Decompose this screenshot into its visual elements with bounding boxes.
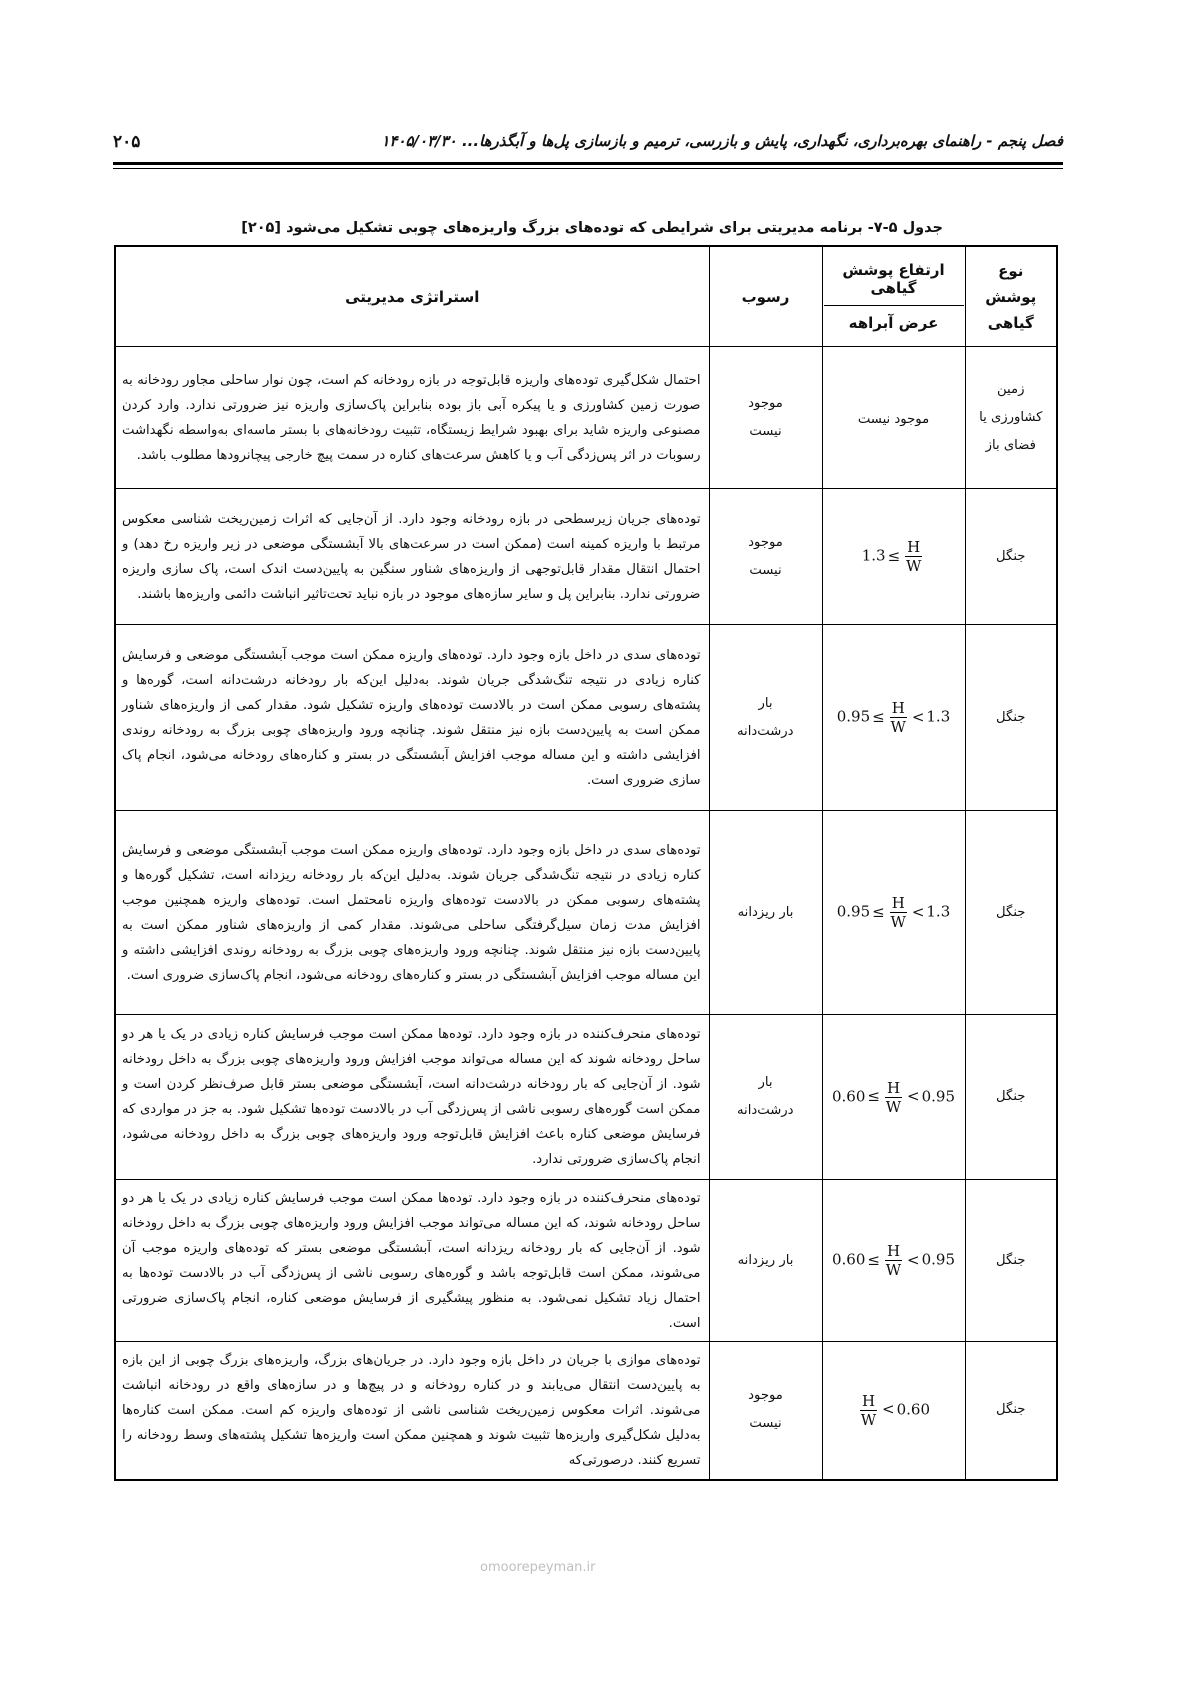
table-row	[115, 625, 1057, 811]
header-strategy: استراتژی مدیریتی	[115, 246, 709, 347]
ratio-operator: ≤	[867, 1087, 880, 1105]
cell-strategy: توده‌های منحرف‌کننده در بازه وجود دارد. توده‌ها ممکن است موجب فرسایش کناره زیادی در یک یا هر دو ساحل رودخانه شوند، که این مساله می‌تواند موجب افزایش ورود واریزه‌های چوبی بزرگ به داخل رودخانه شود. از آن‌جایی که بار رودخانه ریزدانه است، آبشستگی موضعی بستر که توده‌های واریزه موجب آن می‌شوند، ممکن است قابل‌توجه باشد و گوره‌های رسوبی ناشی از پس‌زدگی آب در بالادست توده‌ها به احتمال زیاد تشکیل نمی‌شود. به منظور پیشگیری از فرسایش موضعی کناره، انجام پاک‌سازی ضرورتی است.	[115, 1180, 709, 1342]
header-rule-thin	[113, 168, 1063, 169]
cell-cover-type: جنگل	[965, 1342, 1057, 1480]
fraction-numerator: H	[891, 894, 905, 912]
fraction-numerator: H	[886, 1242, 901, 1260]
table-header-row	[115, 246, 1057, 347]
cell-sediment: بار درشت‌دانه	[709, 625, 822, 811]
table-row	[115, 347, 1057, 489]
header-sediment: رسوب	[709, 246, 822, 347]
fraction-numerator: H	[907, 538, 921, 556]
cell-cover-type: جنگل	[965, 625, 1057, 811]
header-ratio-numerator: ارتفاع پوشش گیاهی	[824, 261, 964, 306]
management-table	[114, 245, 1058, 1481]
cell-ratio	[822, 347, 965, 489]
h-over-w-fraction	[885, 1079, 902, 1116]
ratio-lower-bound: 1.3	[861, 546, 886, 565]
fraction-denominator: W	[885, 1097, 902, 1116]
cell-strategy: توده‌های موازی با جریان در داخل بازه وجود دارد. در جریان‌های بزرگ، واریزه‌های بزرگ چوبی از این بازه به پایین‌دست انتقال می‌یابند و در کناره رودخانه و در پیچ‌ها و در سازه‌های واقع در رودخانه انباشت می‌شوند. اثرات معکوس زمین‌ریخت شناسی ناشی از توده‌های واریزه کم است. ممکن است کناره‌ها به‌دلیل شکل‌گیری واریزه‌ها تثبیت شوند و همچنین ممکن است واریزه‌ها تشکیل پشته‌های وسط رودخانه را تسریع کنند. درصورتی‌که	[115, 1342, 709, 1480]
ratio-upper-bound: 0.95	[921, 1250, 956, 1269]
cell-sediment: بار ریزدانه	[709, 811, 822, 1015]
header-ratio-denominator: عرض آبراهه	[848, 314, 939, 332]
header-rule	[113, 162, 1063, 165]
header-ratio	[822, 246, 965, 347]
ratio-upper-bound: 0.95	[921, 1087, 956, 1105]
cell-cover-type: جنگل	[965, 1015, 1057, 1180]
cell-ratio	[822, 811, 965, 1015]
cell-strategy: توده‌های سدی در داخل بازه وجود دارد. توده‌های واریزه ممکن است موجب آبشستگی موضعی و فرسایش کناره زیادی در نتیجه تنگ‌شدگی جریان شوند. به‌دلیل این‌که بار رودخانه ریزدانه است، تشکیل گوره‌ها و پشته‌های رسوبی ممکن در بالادست توده‌های واریزه نامحتمل است. توده‌های واریزه همچنین موجب افزایش مدت زمان سیل‌گرفتگی ساحلی می‌شوند. مقدار کمی از واریزه‌های شناور ممکن است به پایین‌دست بازه نیز منتقل شوند. چنانچه ورود واریزه‌های چوبی بزرگ به رودخانه روندی افزایشی داشته و این مساله موجب افزایش آبشستگی در بستر و کناره‌های رودخانه می‌شود، انجام پاک‌سازی ضروری است.	[115, 811, 709, 1015]
cell-sediment: بار درشت‌دانه	[709, 1015, 822, 1180]
table-row	[115, 1015, 1057, 1180]
ratio-operator: <	[907, 1087, 920, 1105]
cell-sediment: موجود نیست	[709, 1342, 822, 1480]
fraction-denominator: W	[860, 1410, 877, 1429]
cell-strategy: توده‌های جریان زیرسطحی در بازه رودخانه وجود دارد. از آن‌جایی که اثرات زمین‌ریخت شناسی معکوس مرتبط با واریزه کمینه است (ممکن است در سرعت‌های بالا آبشستگی موضعی در زیر واریزه رخ دهد) و احتمال انتقال مقدار قابل‌توجهی از واریزه‌های شناور سنگین به پایین‌دست اندک است، پاک سازی واریزه ضرورتی ندارد. بنابراین پل و سایر سازه‌های موجود در بازه نباید تحت‌تاثیر انباشت دائمی واریزه‌ها باشند.	[115, 489, 709, 625]
h-over-w-fraction	[860, 1392, 877, 1429]
running-title: فصل پنجم - راهنمای بهره‌برداری، نگهداری، پایش و بازرسی، ترمیم و بازسازی پل‌ها و آبگذرها... ۱۴۰۵/۰۳/۳۰	[381, 132, 1063, 150]
cell-ratio	[822, 489, 965, 625]
fraction-denominator: W	[890, 913, 906, 931]
cell-ratio	[822, 1180, 965, 1342]
table-row	[115, 1180, 1057, 1342]
ratio-operator: ≤	[867, 1250, 880, 1269]
cell-strategy: توده‌های منحرف‌کننده در بازه وجود دارد. توده‌ها ممکن است موجب فرسایش کناره زیادی در یک یا هر دو ساحل رودخانه شوند که این مساله می‌تواند موجب افزایش ورود واریزه‌های چوبی بزرگ به داخل رودخانه شود. از آن‌جایی که بار رودخانه درشت‌دانه است، آبشستگی موضعی بستر قابل صرف‌نظر کردن است و ممکن است گوره‌های رسوبی ناشی از پس‌زدگی آب در بالادست توده‌ها تشکیل شود. به جز در مواردی که فرسایش موضعی کناره باعث افزایش قابل‌توجه ورود واریزه‌های چوبی بزرگ به داخل رودخانه می‌شود، انجام پاک‌سازی ضرورتی ندارد.	[115, 1015, 709, 1180]
ratio-lower-bound: 0.60	[831, 1087, 866, 1105]
ratio-operator: <	[882, 1400, 895, 1419]
fraction-denominator: W	[890, 718, 906, 736]
fraction-denominator: W	[885, 1261, 902, 1279]
cell-cover-type: زمین کشاورزی یا فضای باز	[965, 347, 1057, 489]
ratio-upper-bound: 0.60	[896, 1400, 931, 1419]
ratio-upper-bound: 1.3	[926, 707, 951, 726]
h-over-w-fraction	[905, 538, 922, 575]
cell-sediment: موجود نیست	[709, 347, 822, 489]
ratio-operator: ≤	[872, 902, 885, 921]
ratio-operator: <	[911, 707, 925, 726]
h-over-w-fraction	[890, 699, 907, 736]
cell-sediment: موجود نیست	[709, 489, 822, 625]
cell-strategy: احتمال شکل‌گیری توده‌های واریزه قابل‌توجه در بازه رودخانه کم است، چون نوار ساحلی مجاور رودخانه به صورت زمین کشاورزی و یا پیکره آبی باز بوده بنابراین پاک‌سازی واریزه نیز ضرورتی ندارد. وارد کردن مصنوعی واریزه شاید برای بهبود شرایط زیستگاه، تثبیت رودخانه‌های با بستر ماسه‌ای به‌واسطه نگهداشت رسوبات در اثر پس‌زدگی آب و یا کاهش سرعت‌های کناره در سمت پیچ خارجی پیچانرودها مطلوب باشد.	[115, 347, 709, 489]
ratio-lower-bound: 0.60	[831, 1250, 866, 1269]
cell-strategy: توده‌های سدی در داخل بازه وجود دارد. توده‌های واریزه ممکن است موجب آبشستگی موضعی و فرسایش کناره زیادی در نتیجه تنگ‌شدگی جریان شوند. به‌دلیل این‌که بار رودخانه درشت‌دانه است، گوره‌ها و پشته‌های رسوبی ممکن است در بالادست توده‌های واریزه تشکیل شود. مقدار کمی از واریزه‌های شناور ممکن است به پایین‌دست بازه نیز منتقل شوند. چنانچه ورود واریزه‌های چوبی بزرگ به رودخانه روندی افزایشی داشته و این مساله موجب افزایش آبشستگی در بستر و کناره‌های رودخانه می‌شود، انجام پاک سازی ضروری است.	[115, 625, 709, 811]
fraction-numerator: H	[891, 699, 905, 717]
cell-cover-type: جنگل	[965, 1180, 1057, 1342]
running-header	[113, 126, 1063, 166]
header-cover-type: نوع پوشش گیاهی	[965, 246, 1057, 347]
cell-ratio	[822, 625, 965, 811]
table-row	[115, 489, 1057, 625]
fraction-denominator: W	[906, 557, 922, 575]
ratio-operator: ≤	[872, 707, 885, 726]
h-over-w-fraction	[885, 1242, 902, 1279]
cell-cover-type: جنگل	[965, 811, 1057, 1015]
h-over-w-fraction	[890, 894, 907, 931]
fraction-numerator: H	[861, 1391, 876, 1410]
ratio-upper-bound: 1.3	[926, 902, 951, 921]
cell-ratio	[822, 1342, 965, 1480]
watermark-text: omoorepeyman.ir	[480, 1560, 596, 1575]
cell-ratio	[822, 1015, 965, 1180]
ratio-text: موجود نیست	[857, 411, 930, 427]
cell-cover-type: جنگل	[965, 489, 1057, 625]
table-row	[115, 1342, 1057, 1480]
ratio-operator: <	[911, 902, 925, 921]
cell-sediment: بار ریزدانه	[709, 1180, 822, 1342]
fraction-numerator: H	[886, 1078, 901, 1097]
ratio-lower-bound: 0.95	[836, 707, 871, 726]
table-caption: جدول ۵-۷- برنامه مدیریتی برای شرایطی که توده‌های بزرگ واریزه‌های چوبی تشکیل می‌شود [۲۰۵]	[241, 220, 943, 236]
ratio-lower-bound: 0.95	[836, 902, 871, 921]
table-row	[115, 811, 1057, 1015]
ratio-operator: ≤	[887, 546, 901, 565]
ratio-operator: <	[907, 1250, 920, 1269]
page-number: ۲۰۵	[113, 132, 141, 152]
